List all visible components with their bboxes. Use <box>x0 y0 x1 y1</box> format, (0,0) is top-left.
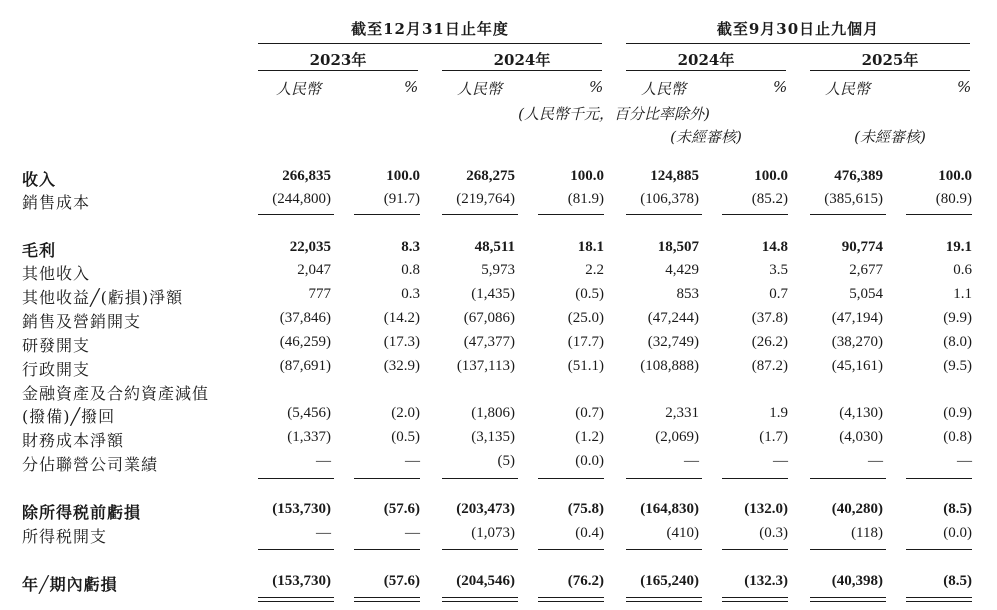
currency-header-1: 人民幣 <box>276 80 322 98</box>
table-cell: 1.9 <box>769 405 788 421</box>
table-cell: (38,270) <box>831 334 883 350</box>
year-header-2024-fy: 2024年 <box>493 51 551 69</box>
table-cell: (0.9) <box>943 405 972 421</box>
table-cell: (51.1) <box>567 358 604 374</box>
subtotal-rule <box>626 478 702 479</box>
subtotal-rule <box>538 549 604 550</box>
table-cell: (1.2) <box>575 429 604 445</box>
subtotal-rule <box>810 549 886 550</box>
table-cell: — <box>316 453 331 469</box>
subtotal-rule <box>626 549 702 550</box>
group-header-full-year: 截至12月31日止年度 <box>351 20 509 38</box>
table-cell: (76.2) <box>567 573 604 589</box>
row-label: 銷售成本 <box>22 193 91 212</box>
table-cell: (75.8) <box>567 501 604 517</box>
subtotal-rule <box>722 549 788 550</box>
table-cell: (32.9) <box>383 358 420 374</box>
table-cell: (410) <box>666 525 699 541</box>
table-cell: (106,378) <box>640 191 699 207</box>
subtotal-rule <box>258 549 334 550</box>
table-cell: (17.3) <box>383 334 420 350</box>
total-double-rule <box>906 597 972 602</box>
table-cell: (14.2) <box>383 310 420 326</box>
year-header-2024-9m: 2024年 <box>677 51 735 69</box>
subtotal-rule <box>906 549 972 550</box>
table-cell: 1.1 <box>953 286 972 302</box>
table-cell: 777 <box>308 286 331 302</box>
table-cell: 0.6 <box>953 262 972 278</box>
table-cell: (0.0) <box>943 525 972 541</box>
table-cell: (67,086) <box>463 310 515 326</box>
table-cell: (1.7) <box>759 429 788 445</box>
table-cell: (17.7) <box>567 334 604 350</box>
row-label: 年╱期內虧損 <box>22 575 118 594</box>
table-cell: 0.8 <box>401 262 420 278</box>
table-cell: (32,749) <box>647 334 699 350</box>
table-cell: (81.9) <box>567 191 604 207</box>
table-cell: (153,730) <box>272 501 331 517</box>
table-cell: (132.0) <box>744 501 788 517</box>
table-cell: (45,161) <box>831 358 883 374</box>
subtotal-rule <box>810 478 886 479</box>
table-cell: 0.7 <box>769 286 788 302</box>
table-cell: (47,377) <box>463 334 515 350</box>
row-label: 所得税開支 <box>22 527 108 546</box>
subtotal-rule <box>722 214 788 215</box>
year-rule-2 <box>442 70 602 71</box>
year-header-2025-9m: 2025年 <box>861 51 919 69</box>
currency-header-4: 人民幣 <box>825 80 871 98</box>
table-cell: (25.0) <box>567 310 604 326</box>
table-cell: (5,456) <box>287 405 331 421</box>
table-cell: 14.8 <box>761 239 788 255</box>
table-cell: (80.9) <box>935 191 972 207</box>
table-cell: (0.4) <box>575 525 604 541</box>
table-cell: (8.5) <box>943 501 972 517</box>
table-cell: 0.3 <box>401 286 420 302</box>
subtotal-rule <box>538 214 604 215</box>
table-cell: (3,135) <box>471 429 515 445</box>
table-cell: (0.3) <box>759 525 788 541</box>
table-cell: 100.0 <box>938 168 972 184</box>
group-rule-1 <box>258 43 602 44</box>
table-cell: 2.2 <box>585 262 604 278</box>
row-label: 金融資產及合約資產減值 <box>22 384 210 403</box>
table-cell: (9.5) <box>943 358 972 374</box>
table-cell: 2,677 <box>849 262 883 278</box>
group-header-nine-months: 截至9月30日止九個月 <box>716 20 880 38</box>
table-cell: (87,691) <box>279 358 331 374</box>
row-label: 分佔聯營公司業績 <box>22 455 159 474</box>
table-cell: — <box>405 453 420 469</box>
table-cell: — <box>957 453 972 469</box>
table-cell: (8.0) <box>943 334 972 350</box>
table-cell: (40,398) <box>831 573 883 589</box>
table-cell: (385,615) <box>824 191 883 207</box>
table-cell: (47,194) <box>831 310 883 326</box>
subtotal-rule <box>442 478 518 479</box>
table-cell: 100.0 <box>754 168 788 184</box>
subtotal-rule <box>906 214 972 215</box>
table-cell: (0.0) <box>575 453 604 469</box>
table-cell: (0.5) <box>575 286 604 302</box>
year-rule-1 <box>258 70 418 71</box>
table-cell: (9.9) <box>943 310 972 326</box>
table-cell: (132.3) <box>744 573 788 589</box>
table-cell: — <box>316 525 331 541</box>
percent-header-1: % <box>404 78 419 96</box>
table-cell: (57.6) <box>383 501 420 517</box>
subtotal-rule <box>258 214 334 215</box>
row-label: 其他收入 <box>22 264 91 283</box>
total-double-rule <box>258 597 334 602</box>
table-cell: (4,130) <box>839 405 883 421</box>
table-cell: — <box>684 453 699 469</box>
table-cell: (47,244) <box>647 310 699 326</box>
total-double-rule <box>442 597 518 602</box>
total-double-rule <box>354 597 420 602</box>
table-cell: (2.0) <box>391 405 420 421</box>
table-cell: 18,507 <box>657 239 699 255</box>
table-cell: (108,888) <box>640 358 699 374</box>
total-double-rule <box>538 597 604 602</box>
row-label: 行政開支 <box>22 360 91 379</box>
percent-header-3: % <box>773 78 788 96</box>
table-cell: 100.0 <box>570 168 604 184</box>
table-cell: (26.2) <box>751 334 788 350</box>
table-cell: (204,546) <box>456 573 515 589</box>
table-cell: 90,774 <box>841 239 883 255</box>
subtotal-rule <box>354 214 420 215</box>
table-cell: (0.8) <box>943 429 972 445</box>
total-double-rule <box>626 597 702 602</box>
row-label: 研發開支 <box>22 336 91 355</box>
table-cell: (91.7) <box>383 191 420 207</box>
table-cell: (5) <box>497 453 515 469</box>
year-header-2023: 2023年 <box>309 51 367 69</box>
table-cell: (0.5) <box>391 429 420 445</box>
subtotal-rule <box>538 478 604 479</box>
table-cell: 2,047 <box>297 262 331 278</box>
table-cell: (87.2) <box>751 358 788 374</box>
subtotal-rule <box>354 478 420 479</box>
row-label: 財務成本淨額 <box>22 431 125 450</box>
subtotal-rule <box>722 478 788 479</box>
table-cell: (164,830) <box>640 501 699 517</box>
currency-header-2: 人民幣 <box>457 80 503 98</box>
table-cell: (165,240) <box>640 573 699 589</box>
row-label: (撥備)╱撥回 <box>22 407 116 426</box>
table-cell: 5,973 <box>481 262 515 278</box>
table-cell: 5,054 <box>849 286 883 302</box>
table-cell: 100.0 <box>386 168 420 184</box>
subtotal-rule <box>810 214 886 215</box>
table-cell: (1,806) <box>471 405 515 421</box>
group-rule-2 <box>626 43 970 44</box>
table-cell: (137,113) <box>456 358 515 374</box>
year-rule-3 <box>626 70 786 71</box>
table-cell: (0.7) <box>575 405 604 421</box>
subtotal-rule <box>354 549 420 550</box>
subtotal-rule <box>258 478 334 479</box>
subtotal-rule <box>906 478 972 479</box>
table-cell: (153,730) <box>272 573 331 589</box>
table-cell: (57.6) <box>383 573 420 589</box>
total-double-rule <box>810 597 886 602</box>
subtotal-rule <box>626 214 702 215</box>
row-label: 除所得税前虧損 <box>22 503 142 522</box>
percent-header-2: % <box>589 78 604 96</box>
table-cell: (244,800) <box>272 191 331 207</box>
table-cell: — <box>773 453 788 469</box>
table-cell: 266,835 <box>282 168 331 184</box>
table-cell: 124,885 <box>650 168 699 184</box>
table-cell: 2,331 <box>665 405 699 421</box>
table-cell: 268,275 <box>466 168 515 184</box>
table-cell: 48,511 <box>474 239 515 255</box>
table-cell: 8.3 <box>401 239 420 255</box>
table-cell: (85.2) <box>751 191 788 207</box>
table-cell: — <box>405 525 420 541</box>
table-cell: 18.1 <box>577 239 604 255</box>
table-cell: (8.5) <box>943 573 972 589</box>
table-cell: (46,259) <box>279 334 331 350</box>
row-label: 銷售及營銷開支 <box>22 312 142 331</box>
table-cell: 19.1 <box>945 239 972 255</box>
subtotal-rule <box>442 549 518 550</box>
table-cell: 3.5 <box>769 262 788 278</box>
row-label: 收入 <box>22 170 57 189</box>
row-label: 毛利 <box>22 241 57 260</box>
table-cell: — <box>868 453 883 469</box>
table-cell: (37.8) <box>751 310 788 326</box>
row-label: 其他收益╱(虧損)淨額 <box>22 288 184 307</box>
table-cell: (219,764) <box>456 191 515 207</box>
unaudited-note-2: (未經審核) <box>854 128 926 146</box>
subtotal-rule <box>442 214 518 215</box>
table-cell: (203,473) <box>456 501 515 517</box>
unaudited-note-1: (未經審核) <box>670 128 742 146</box>
year-rule-4 <box>810 70 970 71</box>
table-cell: 4,429 <box>665 262 699 278</box>
table-cell: 853 <box>676 286 699 302</box>
unit-note: (人民幣千元，百分比率除外) <box>518 105 710 123</box>
total-double-rule <box>722 597 788 602</box>
table-cell: (40,280) <box>831 501 883 517</box>
table-cell: (4,030) <box>839 429 883 445</box>
table-cell: (37,846) <box>279 310 331 326</box>
table-cell: 22,035 <box>289 239 331 255</box>
table-cell: (1,435) <box>471 286 515 302</box>
table-cell: (1,337) <box>287 429 331 445</box>
table-cell: 476,389 <box>834 168 883 184</box>
table-cell: (1,073) <box>471 525 515 541</box>
table-cell: (118) <box>851 525 883 541</box>
percent-header-4: % <box>957 78 972 96</box>
currency-header-3: 人民幣 <box>641 80 687 98</box>
table-cell: (2,069) <box>655 429 699 445</box>
